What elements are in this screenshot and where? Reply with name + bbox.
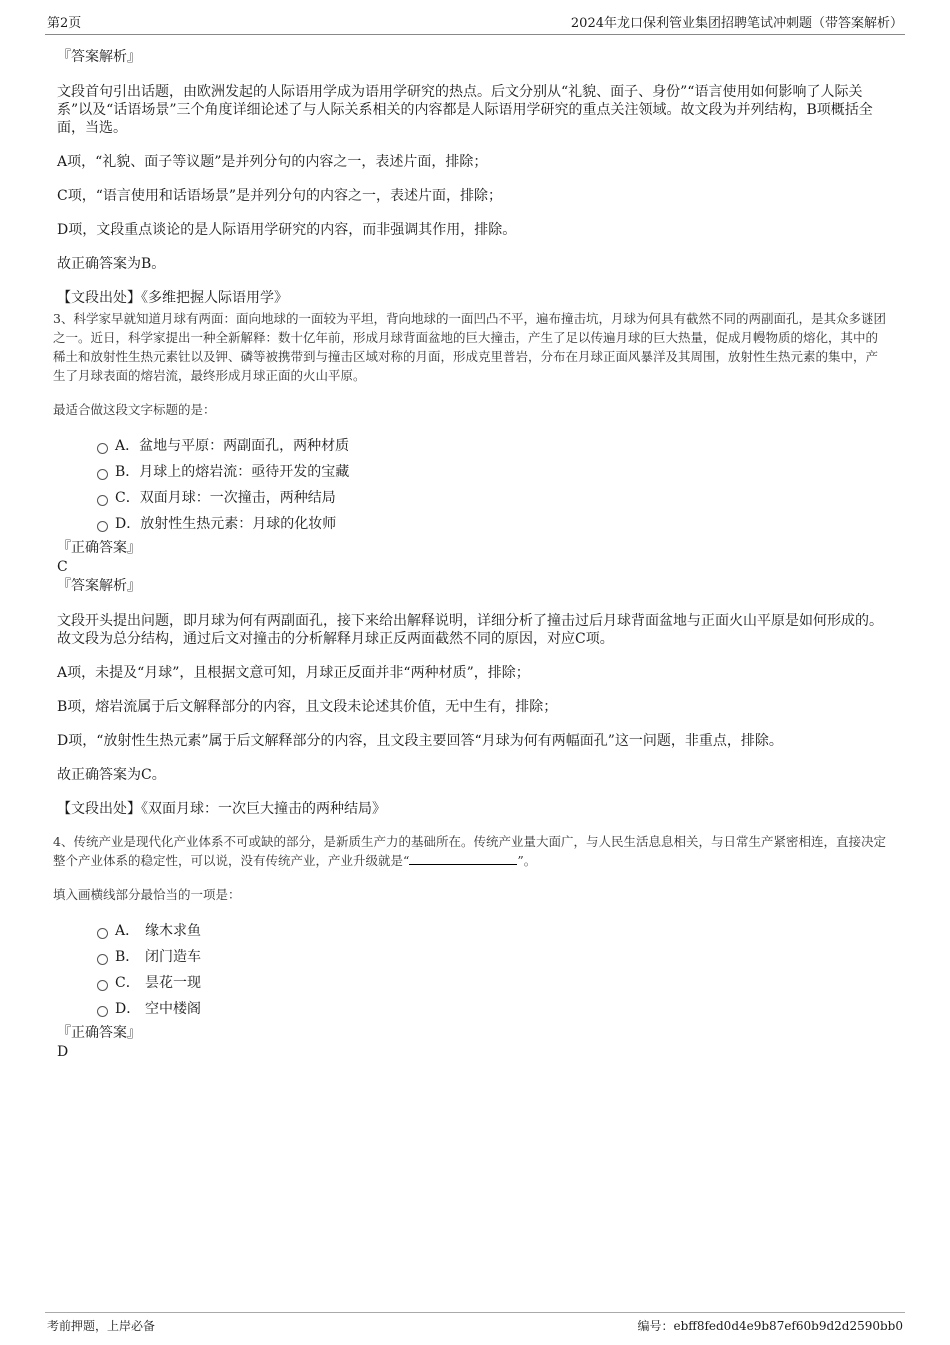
- q2-analysis-option-c: C项，“语言使用和话语场景”是并列分句的内容之一，表述片面，排除；: [57, 188, 503, 204]
- document-body: [53, 46, 887, 1061]
- radio-button[interactable]: [97, 521, 108, 532]
- radio-button[interactable]: [97, 928, 108, 939]
- fill-in-blank: [409, 852, 517, 865]
- q3-answer: C: [57, 559, 68, 575]
- q2-analysis-option-d: D项，文段重点谈论的是人际语用学研究的内容，而非强调其作用，排除。: [57, 222, 517, 238]
- radio-button[interactable]: [97, 495, 108, 506]
- q3-source: 【文段出处】《双面月球：一次巨大撞击的两种结局》: [57, 801, 386, 817]
- page-number: 第2页: [47, 16, 82, 31]
- q2-analysis-paragraph: 文段首句引出话题，由欧洲发起的人际语用学成为语用学研究的热点。后文分别从“礼貌、面子、身份”“语言使用如何影响了人际关系”以及“话语场景”三个角度详细论述了与人际关系相关的内容都是人际语用学研究的重点关注领域。故文段为并列结构，B项概括全面，当选。: [57, 84, 873, 136]
- q4-option-d[interactable]: D． 空中楼阁: [57, 996, 887, 1022]
- q2-analysis-option-a: A项，“礼貌、面子等议题”是并列分句的内容之一，表述片面，排除；: [57, 154, 488, 170]
- page-header: [45, 14, 905, 35]
- q3-conclusion: 故正确答案为C。: [57, 767, 166, 783]
- q3-option-a[interactable]: A．盆地与平原：两副面孔，两种材质: [57, 433, 887, 459]
- q3-option-b[interactable]: B．月球上的熔岩流：亟待开发的宝藏: [57, 459, 887, 485]
- document-id: 编号：ebff8fed0d4e9b87ef60b9d2d2590bb0: [637, 1319, 903, 1333]
- q3-stem: 3、科学家早就知道月球有两面：面向地球的一面较为平坦，背向地球的一面凹凸不平，遍布撞击坑，月球为何具有截然不同的两副面孔，是其众多谜团之一。近日，科学家提出一种全新解释：数十亿年前，形成月球背面盆地的巨大撞击，产生了足以传遍月球的巨大热量，促成月幔物质的熔化，其中的稀土和放射性生热元素钍以及钾、磷等被携带到与撞击区域对称的月面，形成克里普岩，分布在月球正面风暴洋及其周围，放射性生热元素的集中，产生了月球表面的熔岩流，最终形成月球正面的火山平原。: [53, 311, 886, 383]
- q3-option-c[interactable]: C．双面月球：一次撞击，两种结局: [57, 485, 887, 511]
- q3-prompt: 最适合做这段文字标题的是：: [53, 402, 216, 417]
- q3-analysis-label: 『答案解析』: [57, 578, 141, 594]
- q3-answer-label: 『正确答案』: [57, 540, 141, 556]
- q4-option-a[interactable]: A． 缘木求鱼: [57, 918, 887, 944]
- q3-analysis-paragraph: 文段开头提出问题，即月球为何有两副面孔，接下来给出解释说明，详细分析了撞击过后月球背面盆地与正面火山平原是如何形成的。故文段为总分结构，通过后文对撞击的分析解释月球正反两面截然不同的原因，对应C项。: [57, 613, 883, 647]
- q4-prompt: 填入画横线部分最恰当的一项是：: [53, 887, 241, 902]
- radio-button[interactable]: [97, 1006, 108, 1017]
- q4-option-b[interactable]: B． 闭门造车: [57, 944, 887, 970]
- radio-button[interactable]: [97, 980, 108, 991]
- q2-analysis-label: 『答案解析』: [57, 49, 141, 65]
- q3-analysis-option-b: B项，熔岩流属于后文解释部分的内容，且文段未论述其价值，无中生有，排除；: [57, 699, 558, 715]
- q4-option-c[interactable]: C． 昙花一现: [57, 970, 887, 996]
- radio-button[interactable]: [97, 443, 108, 454]
- footer-slogan: 考前押题，上岸必备: [47, 1319, 156, 1333]
- radio-button[interactable]: [97, 954, 108, 965]
- page-footer: [45, 1312, 905, 1335]
- q4-stem: 4、传统产业是现代化产业体系不可或缺的部分，是新质生产力的基础所在。传统产业量大面广，与人民生活息息相关，与日常生产紧密相连，直接决定整个产业体系的稳定性，可以说，没有传统产业，产业升级就是“ ”。: [53, 834, 886, 868]
- q2-source: 【文段出处】《多维把握人际语用学》: [57, 290, 288, 306]
- q4-options: [57, 918, 887, 1022]
- radio-button[interactable]: [97, 469, 108, 480]
- q3-analysis-option-d: D项，“放射性生热元素”属于后文解释部分的内容，且文段主要回答“月球为何有两幅面孔”这一问题，非重点，排除。: [57, 733, 783, 749]
- q3-option-d[interactable]: D．放射性生热元素：月球的化妆师: [57, 511, 887, 537]
- q2-conclusion: 故正确答案为B。: [57, 256, 166, 272]
- document-title: 2024年龙口保利管业集团招聘笔试冲刺题（带答案解析）: [570, 16, 903, 31]
- q3-options: [57, 433, 887, 537]
- q4-answer-label: 『正确答案』: [57, 1025, 141, 1041]
- q3-analysis-option-a: A项，未提及“月球”，且根据文意可知，月球正反面并非“两种材质”，排除；: [57, 665, 530, 681]
- q4-answer: D: [57, 1044, 69, 1060]
